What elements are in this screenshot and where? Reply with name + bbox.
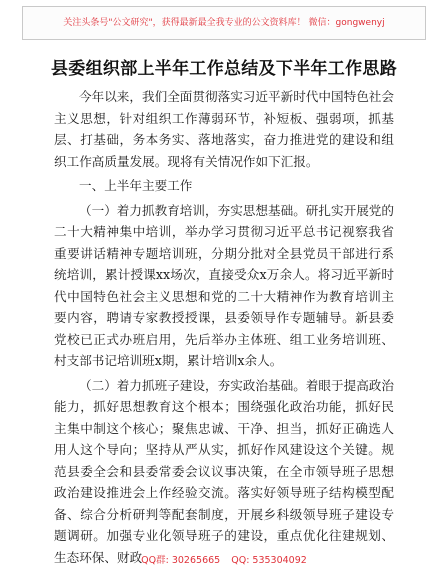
contact-footer	[0, 552, 448, 566]
intro-paragraph: 今年以来，我们全面贯彻落实习近平新时代中国特色社会主义思想，针对组织工作薄弱环节，补短板、强弱项，抓基层、打基础，务本务实、落地落实，奋力推进党的建设和组织工作高质量发展。现将有关情况作如下汇报。	[54, 89, 394, 169]
document-body	[54, 86, 394, 568]
qq-number: QQ: 535304092	[231, 555, 307, 566]
paragraph-team-building: （二）着力抓班子建设，夯实政治基础。着眼于提高政治能力，抓好思想教育这个根本；围绕强化政治功能，抓好民主集中制这个核心；聚焦忠诚、干净、担当，抓好正确选人用人这个导向；坚持从严从实，抓好作风建设这个关键。规范县委全会和县委常委会议议事决策，在全市领导班子思想政治建设推进会上作经验交流。落实好领导班子结构模型配备、综合分析研判等配套制度，开展乡科级领导班子建设专题调研。加强专业化领导班子的建设，重点优化往建规划、生态环保、财政	[54, 377, 394, 565]
promo-header-box	[22, 6, 426, 40]
promo-header-text: 关注头条号"公文研究"，获得最新最全我专业的公文资料库！ 微信：gongwenyj	[63, 18, 385, 28]
section-heading: 一、上半年主要工作	[79, 178, 193, 193]
document-title: 县委组织部上半年工作总结及下半年工作思路	[51, 59, 397, 79]
paragraph-education-training: （一）着力抓教育培训，夯实思想基础。研扎实开展党的二十大精神集中培训，举办学习贯彻习近平总书记视察我省重要讲话精神专题培训班，分期分批对全县党员干部进行系统培训，累计授课xx场次，直接受众x万余人。将习近平新时代中国特色社会主义思想和党的二十大精神作为教育培训主要内容，聘请专家教授授课，县委领导作专题辅导。新县委党校已正式办班启用，先后举办主体班、组工业务培训班、村支部书记培训班x期，累计培训x余人。	[54, 202, 394, 368]
qq-group-number: QQ群: 30265665	[141, 555, 221, 566]
